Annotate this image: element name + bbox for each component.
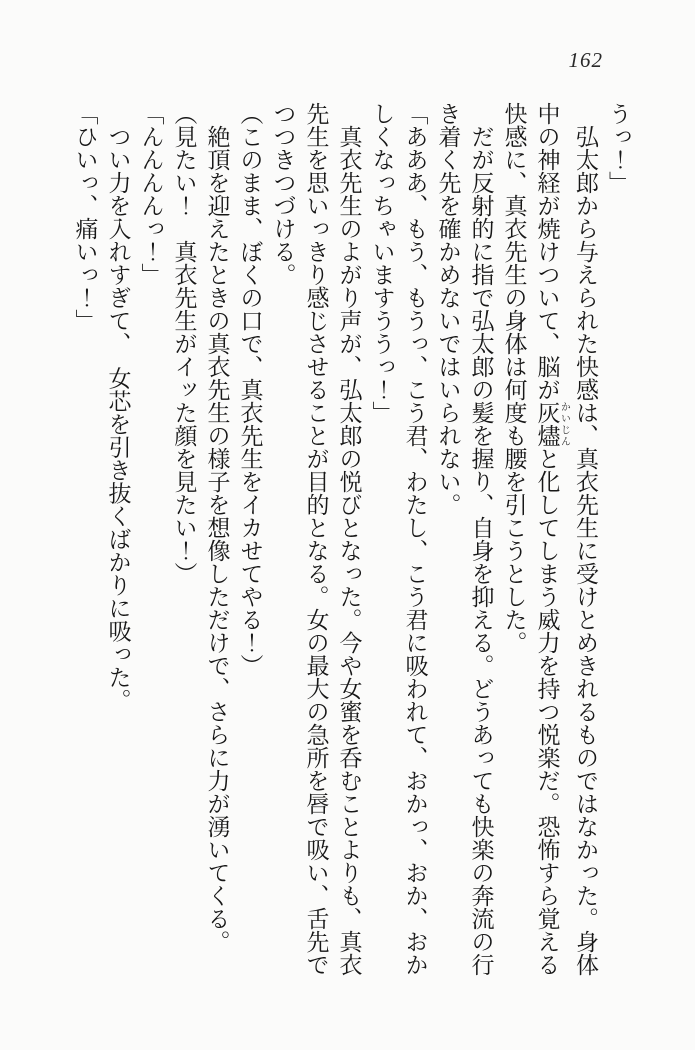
ruby-annotation <box>534 401 570 447</box>
text-column-6: き着く先を確かめないではいられない。 <box>435 102 461 516</box>
text-column-9: 真衣先生のよがり声が、弘太郎の悦びとなった。今や女蜜を呑むことよりも、真衣 <box>336 125 362 976</box>
text-run: と化してしまう威力を持つ悦楽だ。恐怖すら覚える <box>534 447 560 976</box>
text-column-2: 弘太郎から与えられた快感は、真衣先生に受けとめきれるものではなかった。身体 <box>573 125 598 976</box>
text-column-17: 「ひいっ、痛いっ！」 <box>72 102 98 332</box>
ruby-base: 灰燼 <box>534 401 560 447</box>
text-column-11: つつきつづける。 <box>270 102 296 286</box>
text-column-8: しくなっちゃいますううっ！」 <box>369 102 395 424</box>
text-block <box>69 102 636 1022</box>
text-column-13: 絶頂を迎えたときの真衣先生の様子を想像しただけで、さらに力が湧いてくる。 <box>204 125 230 953</box>
text-column-10: 先生を思いっきり感じさせることが目的となる。女の最大の急所を唇で吸い、舌先で <box>303 102 329 976</box>
text-column-14: （見たい！ 真衣先生がイッた顔を見たい！） <box>171 102 197 585</box>
text-column-7: 「あああ、もう、もうっ、こう君、わたし、こう君に吸われて、おかっ、おか、おか <box>402 102 428 976</box>
text-column-1: うっ！」 <box>606 102 631 194</box>
text-column-12: （このまま、ぼくの口で、真衣先生をイカせてやる！） <box>237 102 263 677</box>
ruby-text: かいじん <box>558 401 570 447</box>
text-column-3 <box>531 102 570 1022</box>
page-number: 162 <box>568 48 603 72</box>
text-run: 中の神経が焼けついて、脳が <box>534 102 560 401</box>
text-column-4: 快感に、真衣先生の身体は何度も腰を引こうとした。 <box>501 102 527 654</box>
text-column-16: つい力を入れすぎて、 女芯を引き抜くばかりに吸った。 <box>105 125 131 712</box>
text-column-15: 「んんんんっ！」 <box>138 102 164 286</box>
text-column-5: だが反射的に指で弘太郎の髪を握り、自身を抑える。どうあっても快楽の奔流の行 <box>468 125 494 976</box>
